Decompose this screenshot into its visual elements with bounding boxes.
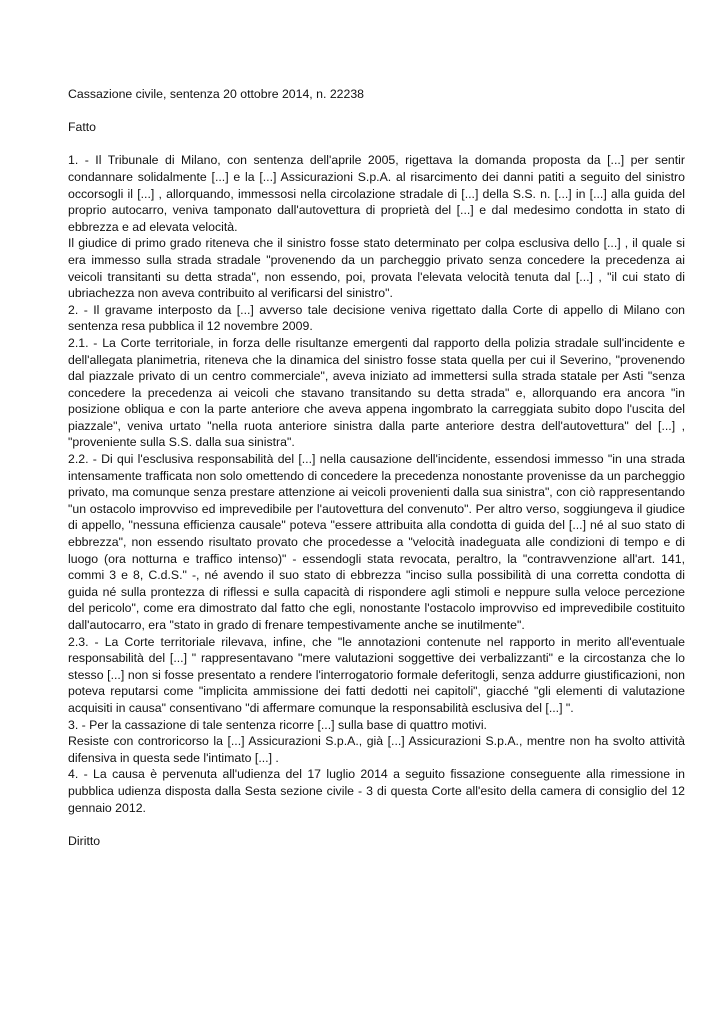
document-title: Cassazione civile, sentenza 20 ottobre 2014, n. 22238 <box>68 87 365 101</box>
section-heading-fatto: Fatto <box>68 120 97 135</box>
paragraph: Il giudice di primo grado riteneva che il sinistro fosse stato determinato per colpa esclusiva dello [...] , il quale si era immesso sulla strada stradale "provenendo da un parcheggio privato senza concedere la precedenza ai veicoli transitanti su detta strada", non essendo, poi, provata l'elevata velocità tenuta dal [...] , "il cui stato di ubriachezza non aveva contribuito al verificarsi del sinistro". <box>68 236 685 301</box>
paragraph: 2.1. - La Corte territoriale, in forza delle risultanze emergenti dal rapporto della polizia stradale sull'incidente e dell'allegata planimetria, riteneva che la dinamica del sinistro fosse stata quella per cui il Severino, "provenendo dal piazzale privato di un centro commerciale", aveva iniziato ad immettersi sulla strada statale per Asti "senza concedere la precedenza ai veicoli che stavano transitando su detta strada" e, allorquando era ancora "in posizione obliqua e con la parte anteriore che aveva appena ingombrato la carreggiata subito dopo l'uscita del piazzale", veniva urtato "nella ruota anteriore sinistra dalla parte anteriore destra dell'autovettura" del [...] , "proveniente sulla S.S. dalla sua sinistra". <box>68 335 685 450</box>
paragraph: 2. - Il gravame interposto da [...] avverso tale decisione veniva rigettato dalla Corte di appello di Milano con sentenza resa pubblica il 12 novembre 2009. <box>68 302 685 334</box>
paragraph: 4. - La causa è pervenuta all'udienza del 17 luglio 2014 a seguito fissazione conseguente alla rimessione in pubblica udienza disposta dalla Sesta sezione civile - 3 di questa Corte all'esito della camera di consiglio del 12 gennaio 2012. <box>68 767 685 815</box>
paragraph: 1. - Il Tribunale di Milano, con sentenza dell'aprile 2005, rigettava la domanda proposta da [...] per sentir condannare solidalmente [...] e la [...] Assicurazioni S.p.A. al risarcimento dei danni patiti a seguito del sinistro occorsogli il [...] , allorquando, immessosi nella circolazione stradale di [...] della S.S. n. [...] in [...] alla guida del proprio autocarro, veniva tamponato dall'autovettura di proprietà del [...] e dal medesimo condotta in stato di ebbrezza e ad elevata velocità. <box>68 153 685 234</box>
paragraph: 3. - Per la cassazione di tale sentenza ricorre [...] sulla base di quattro motivi. <box>68 717 487 732</box>
document-page <box>68 86 685 849</box>
paragraph: 2.3. - La Corte territoriale rilevava, infine, che "le annotazioni contenute nel rapporto in merito all'eventuale responsabilità del [...] " rappresentavano "mere valutazioni soggettive dei verbalizzanti" e la circostanza che lo stesso [...] non si fosse presentato a rendere l'interrogatorio formale deferitogli, senza addurre giustificazioni, non poteva reputarsi come "implicita ammissione dei fatti dedotti nei capitoli", giacché "gli elementi di valutazione acquisiti in causa" consentivano "di affermare comunque la responsabilità esclusiva del [...] ". <box>68 634 685 715</box>
section-heading-diritto: Diritto <box>68 833 101 848</box>
paragraph: Resiste con controricorso la [...] Assicurazioni S.p.A., già [...] Assicurazioni S.p.A., mentre non ha svolto attività difensiva in questa sede l'intimato [...] . <box>68 734 685 765</box>
paragraph: 2.2. - Di qui l'esclusiva responsabilità del [...] nella causazione dell'incidente, essendosi immesso "in una strada intensamente trafficata non solo omettendo di concedere la precedenza nonostante provenisse da un parcheggio privato, ma comunque senza prestare attenzione ai veicoli provenienti dalla sua sinistra", con ciò rappresentando "un ostacolo improvviso ed imprevedibile per l'autovettura del convenuto". Per altro verso, soggiungeva il giudice di appello, "nessuna efficienza causale" poteva "essere attribuita alla condotta di guida del [...] né al suo stato di ebbrezza", non essendo risultato provato che procedesse a "velocità inadeguata alle condizioni di tempo e di luogo (ora notturna e traffico intenso)" - essendogli stata revocata, peraltro, la "contravvenzione all'art. 141, commi 3 e 8, C.d.S." -, né avendo il suo stato di ebbrezza "inciso sulla possibilità di una corretta condotta di guida né sulla prontezza di riflessi e sulla capacità di rispondere agli stimoli e neppure sulla veloce percezione del pericolo", come era dimostrato dal fatto che egli, nonostante l'ostacolo improvviso ed imprevedibile costituito dall'autocarro, era "stato in grado di frenare tempestivamente anche se inutilmente". <box>68 452 685 632</box>
